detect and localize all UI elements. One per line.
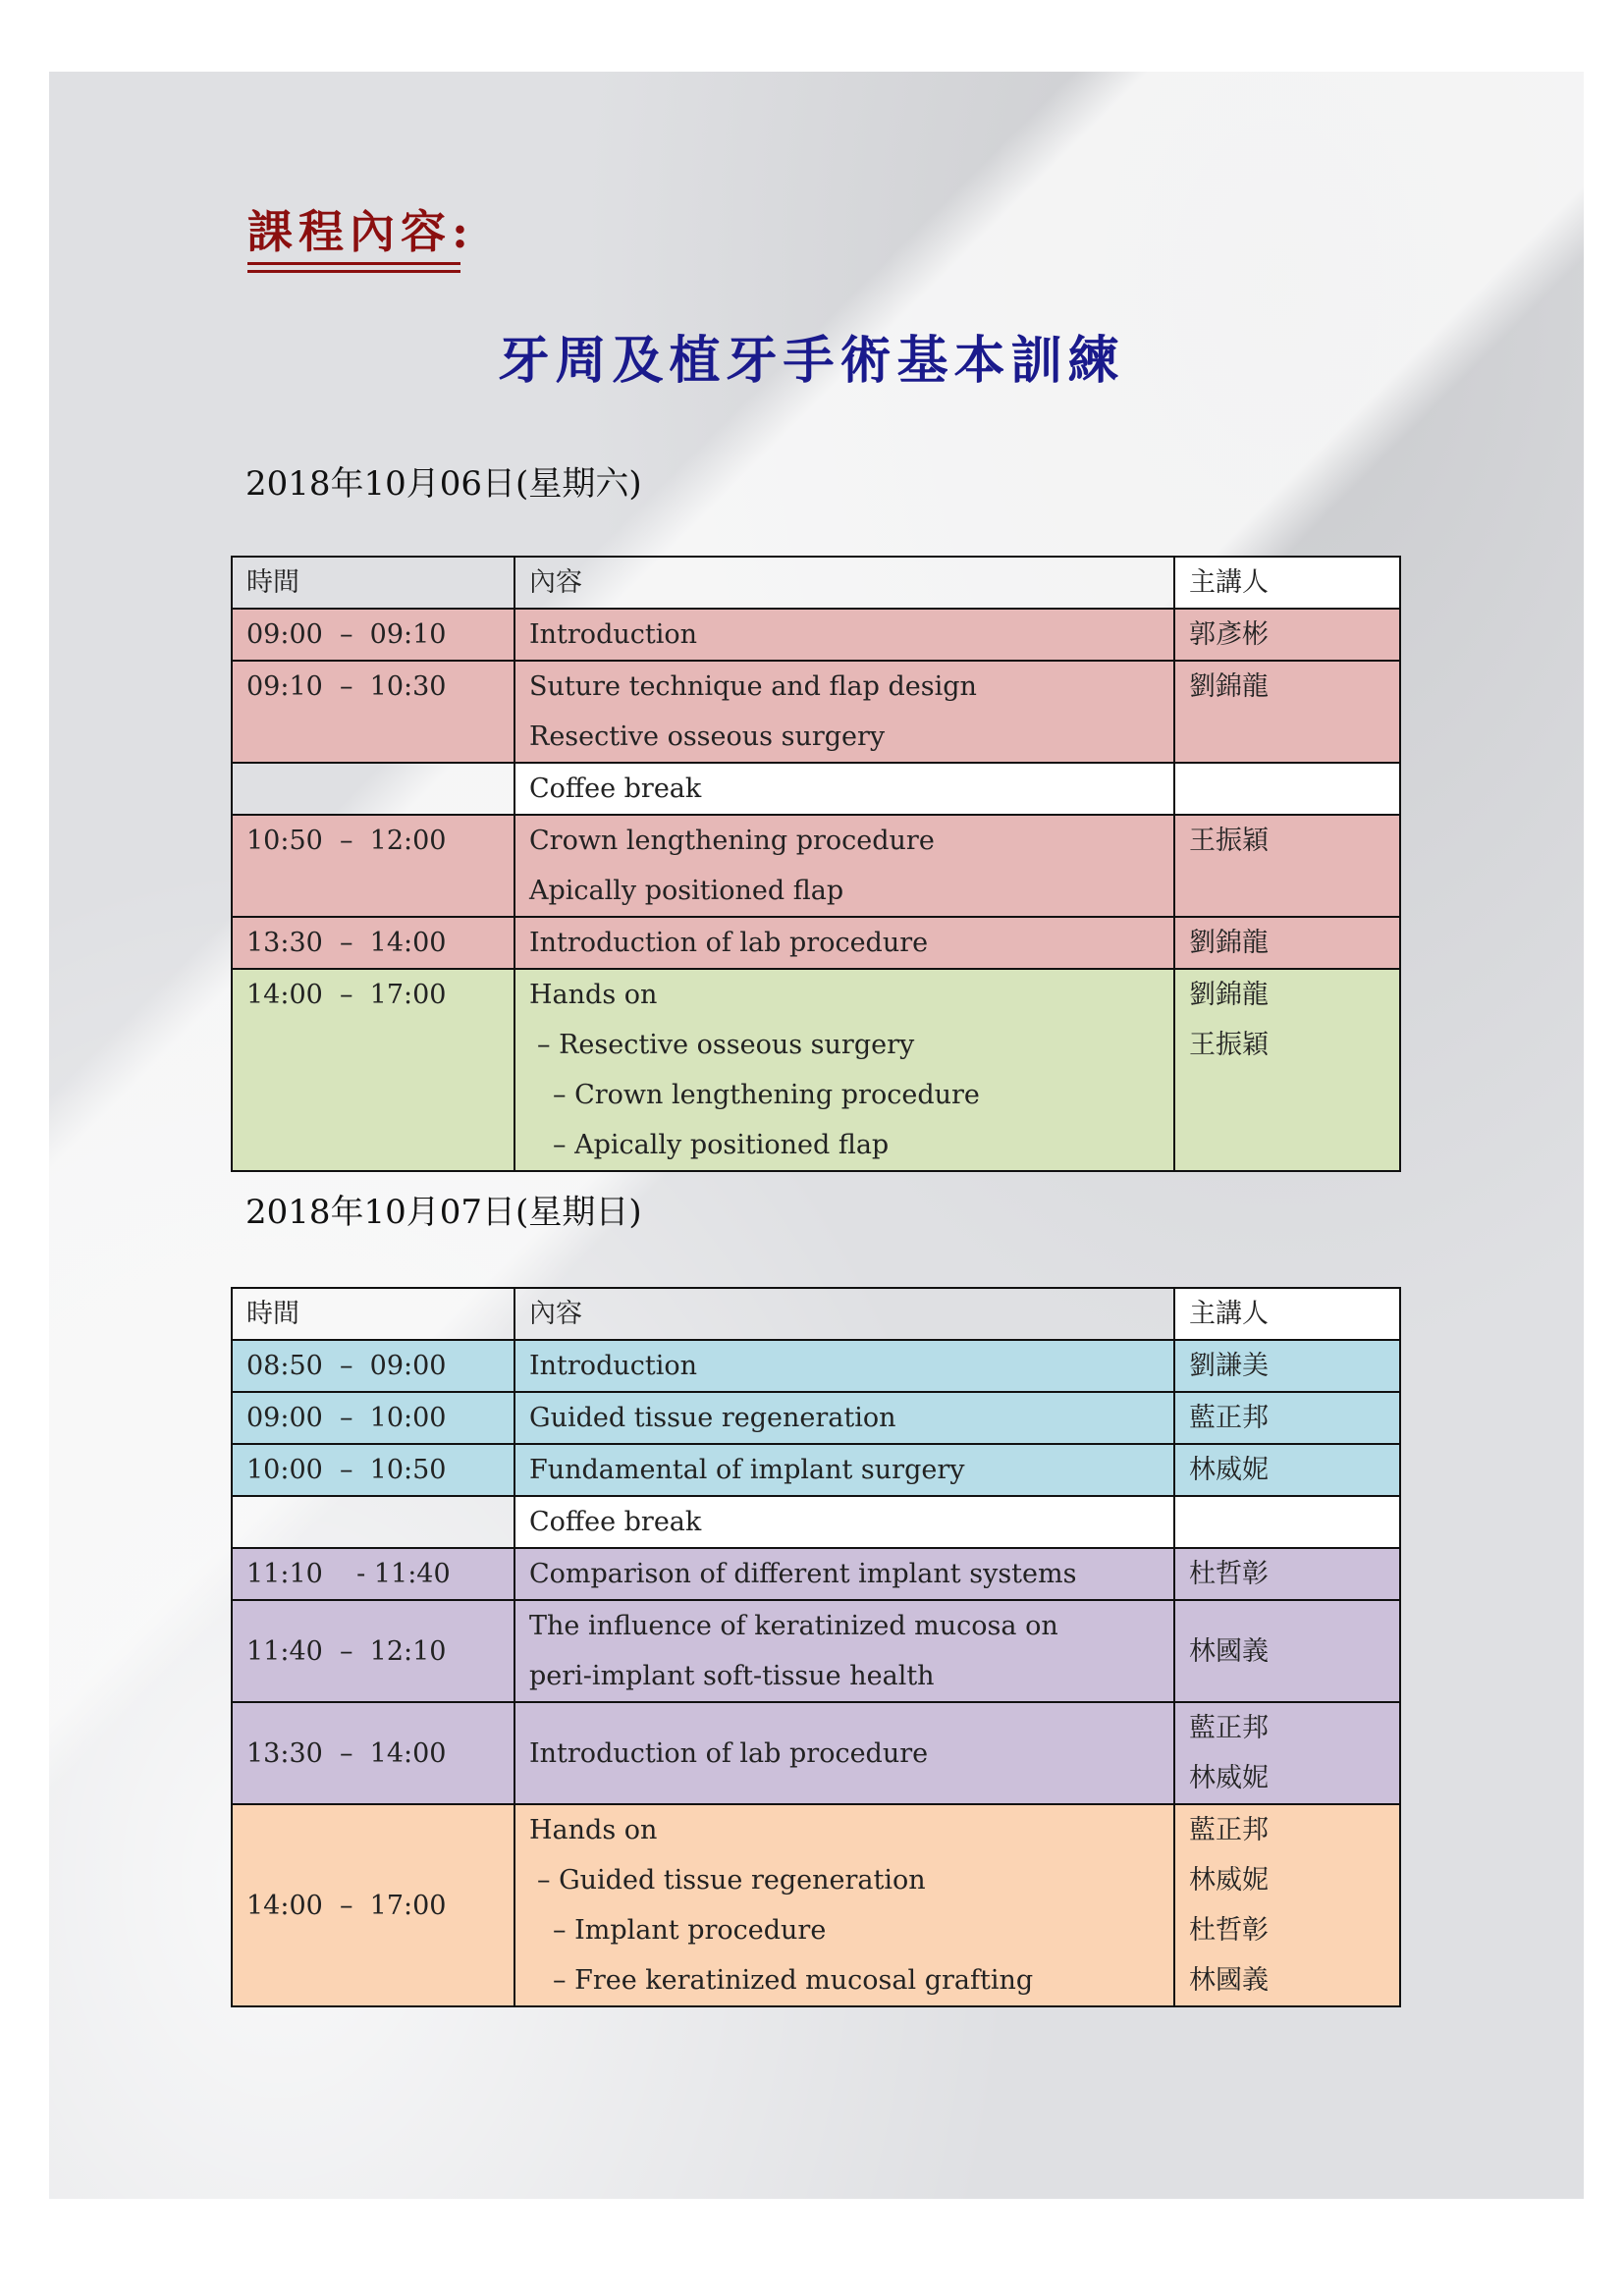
time-cell: 09:00 – 10:00 [232,1392,514,1444]
schedule-row [232,1340,1400,1392]
content-cell [514,1804,1174,2006]
speaker-cell [1174,763,1400,815]
schedule-row [232,1702,1400,1804]
schedule-row [232,1804,1400,2006]
schedule-row [232,1496,1400,1548]
content-line: The influence of keratinized mucosa on [529,1611,1058,1641]
schedule-row [232,1600,1400,1702]
content-line: Coffee break [529,1507,702,1537]
course-content-heading [247,196,474,261]
speaker-name: 藍正邦 [1189,1815,1269,1845]
speaker-cell [1174,1496,1400,1548]
content-cell [514,763,1174,815]
time-cell: 08:50 – 09:00 [232,1340,514,1392]
speaker-name: 杜哲彰 [1189,1559,1269,1589]
speaker-name: 劉錦龍 [1189,671,1269,702]
content-line: Introduction [529,619,697,650]
content-cell [514,815,1174,917]
content-line: – Free keratinized mucosal grafting [553,1965,1034,1996]
speaker-name: 王振穎 [1189,1030,1269,1060]
time-cell [232,1496,514,1548]
speaker-name: 郭彥彬 [1189,619,1269,650]
time-cell: 11:40 – 12:10 [232,1600,514,1702]
speaker-name: 藍正邦 [1189,1403,1269,1433]
content-line: Resective osseous surgery [529,721,886,752]
heading-text: 課程內容: [247,205,474,258]
speaker-cell [1174,1804,1400,2006]
schedule-row [232,1548,1400,1600]
speaker-cell [1174,1600,1400,1702]
time-cell: 13:30 – 14:00 [232,1702,514,1804]
speaker-name: 藍正邦 [1189,1713,1269,1743]
content-line: peri-implant soft-tissue health [529,1661,935,1691]
speaker-name: 劉謙美 [1189,1351,1269,1381]
schedule-row [232,917,1400,969]
header-content: 內容 [514,557,1174,609]
day2-schedule-table [231,1287,1401,2007]
speaker-name: 王振穎 [1189,826,1269,856]
content-cell [514,1702,1174,1804]
time-cell: 14:00 – 17:00 [232,969,514,1171]
speaker-name: 林國義 [1189,1635,1269,1667]
speaker-cell [1174,609,1400,661]
content-line: Coffee break [529,774,702,804]
schedule-row [232,1392,1400,1444]
content-cell [514,1392,1174,1444]
content-line: – Crown lengthening procedure [553,1080,980,1110]
speaker-name: 劉錦龍 [1189,980,1269,1010]
content-line: – Guided tissue regeneration [537,1865,926,1896]
time-cell: 09:10 – 10:30 [232,661,514,763]
schedule-row [232,1444,1400,1496]
content-line: Hands on [529,980,658,1010]
content-line: Guided tissue regeneration [529,1403,896,1433]
content-cell [514,1340,1174,1392]
speaker-name: 林國義 [1189,1965,1269,1996]
content-line: Suture technique and flap design [529,671,977,702]
speaker-cell [1174,917,1400,969]
time-cell: 11:10 - 11:40 [232,1548,514,1600]
schedule-row [232,969,1400,1171]
day1-schedule-table [231,556,1401,1172]
page-title: 牙周及植牙手術基本訓練 [498,332,1125,391]
speaker-cell [1174,815,1400,917]
content-line: Introduction [529,1351,697,1381]
content-line: Apically positioned flap [529,876,844,906]
speaker-cell [1174,1444,1400,1496]
content-line: Fundamental of implant surgery [529,1455,965,1485]
header-content: 內容 [514,1288,1174,1340]
schedule-row [232,815,1400,917]
content-line: Comparison of different implant systems [529,1559,1077,1589]
content-line: – Resective osseous surgery [537,1030,915,1060]
speaker-name: 林威妮 [1189,1763,1269,1793]
time-cell: 14:00 – 17:00 [232,1804,514,2006]
header-speaker: 主講人 [1174,1288,1400,1340]
content-line: Crown lengthening procedure [529,826,935,856]
content-cell [514,661,1174,763]
content-line: – Implant procedure [553,1915,827,1946]
speaker-name: 杜哲彰 [1189,1915,1269,1946]
schedule-row [232,609,1400,661]
day1-date: 2018年10月06日(星期六) [245,464,642,504]
table-header-row [232,557,1400,609]
speaker-name: 林威妮 [1189,1455,1269,1485]
speaker-cell [1174,1702,1400,1804]
speaker-name: 林威妮 [1189,1865,1269,1896]
content-cell [514,969,1174,1171]
time-cell: 10:50 – 12:00 [232,815,514,917]
content-cell [514,917,1174,969]
speaker-name: 劉錦龍 [1189,928,1269,958]
content-cell [514,1444,1174,1496]
content-cell [514,1548,1174,1600]
header-time: 時間 [232,557,514,609]
speaker-cell [1174,661,1400,763]
content-cell [514,1496,1174,1548]
day2-date: 2018年10月07日(星期日) [245,1193,642,1232]
schedule-row [232,661,1400,763]
speaker-cell [1174,1340,1400,1392]
time-cell: 13:30 – 14:00 [232,917,514,969]
speaker-cell [1174,969,1400,1171]
time-cell: 09:00 – 09:10 [232,609,514,661]
content-line: – Apically positioned flap [553,1130,890,1160]
time-cell: 10:00 – 10:50 [232,1444,514,1496]
double-underline [247,262,460,273]
schedule-row [232,763,1400,815]
content-cell [514,1600,1174,1702]
content-cell [514,609,1174,661]
header-time: 時間 [232,1288,514,1340]
table-header-row [232,1288,1400,1340]
header-speaker: 主講人 [1174,557,1400,609]
content-line: Hands on [529,1815,658,1845]
content-line: Introduction of lab procedure [529,1737,929,1769]
speaker-cell [1174,1548,1400,1600]
content-line: Introduction of lab procedure [529,928,929,958]
time-cell [232,763,514,815]
speaker-cell [1174,1392,1400,1444]
